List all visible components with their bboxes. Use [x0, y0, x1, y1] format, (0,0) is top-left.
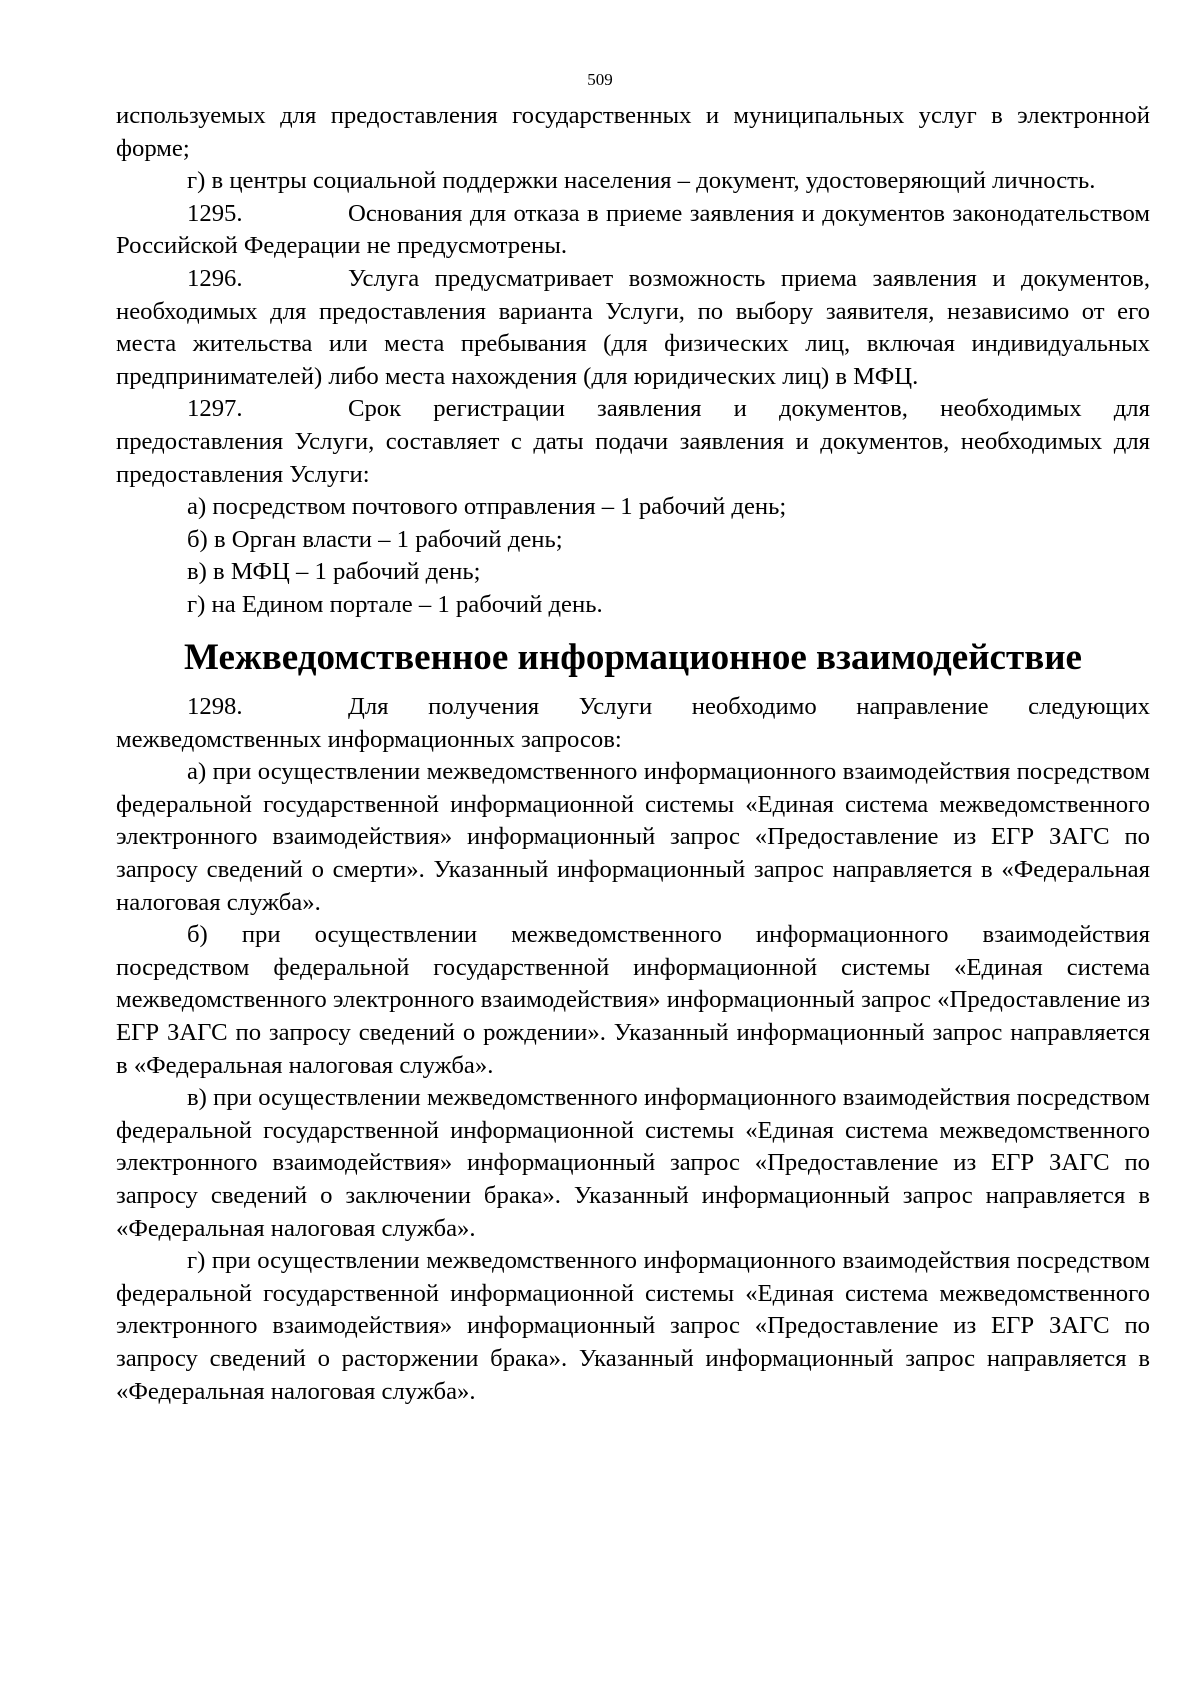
document-body [116, 100, 1150, 1408]
paragraph-1298-a: а) при осуществлении межведомственного информационного взаимодействия посредством федеральной государственной информационной системы «Единая система межведомственного электронного взаимодействия» информационный запрос «Предоставление из ЕГР ЗАГС по запросу сведений о смерти». Указанный информационный запрос направляется в «Федеральная налоговая служба». [116, 758, 1150, 916]
paragraph-1298 [116, 691, 1150, 756]
paragraph-number: 1298. [187, 693, 243, 721]
list-item-a: а) посредством почтового отправления – 1 рабочий день; [187, 493, 787, 521]
paragraph-1296 [116, 263, 1150, 393]
paragraph-number: 1295. [187, 199, 243, 227]
paragraph-continuation: используемых для предоставления государственных и муниципальных услуг в электронной форме; [116, 102, 1150, 162]
list-item-g: г) на Едином портале – 1 рабочий день. [187, 590, 603, 618]
list-item-b: б) в Орган власти – 1 рабочий день; [187, 525, 563, 553]
paragraph-text: Срок регистрации заявления и документов, необходимых для предоставления Услуги, составляет с даты подачи заявления и документов, необходимых для предоставления Услуги: [116, 395, 1150, 488]
paragraph-1298-g: г) при осуществлении межведомственного информационного взаимодействия посредством федеральной государственной информационной системы «Единая система межведомственного электронного взаимодействия» информационный запрос «Предоставление из ЕГР ЗАГС по запросу сведений о расторжении брака». Указанный информационный запрос направляется в «Федеральная налоговая служба». [116, 1247, 1150, 1405]
paragraph-number: 1296. [187, 264, 243, 292]
paragraph-1298-b: б) при осуществлении межведомственного информационного взаимодействия посредством федеральной государственной информационной системы «Единая система межведомственного электронного взаимодействия» информационный запрос «Предоставление из ЕГР ЗАГС по запросу сведений о рождении». Указанный информационный запрос направляется в «Федеральная налоговая служба». [116, 921, 1150, 1079]
paragraph-1295 [116, 198, 1150, 263]
paragraph-item-g-social-centers: г) в центры социальной поддержки населения – документ, удостоверяющий личность. [187, 167, 1096, 195]
page-number: 509 [587, 70, 613, 89]
paragraph-1297 [116, 393, 1150, 491]
paragraph-text: Для получения Услуги необходимо направление следующих межведомственных информационных запросов: [116, 693, 1150, 753]
paragraph-text: Основания для отказа в приеме заявления и документов законодательством Российской Федерации не предусмотрены. [116, 199, 1150, 260]
section-heading: Межведомственное информационное взаимодействие [183, 636, 1082, 678]
paragraph-number: 1297. [187, 395, 243, 423]
paragraph-1298-v: в) при осуществлении межведомственного информационного взаимодействия посредством федеральной государственной информационной системы «Единая система межведомственного электронного взаимодействия» информационный запрос «Предоставление из ЕГР ЗАГС по запросу сведений о заключении брака». Указанный информационный запрос направляется в «Федеральная налоговая служба». [116, 1084, 1150, 1242]
paragraph-text: Услуга предусматривает возможность приема заявления и документов, необходимых для предоставления варианта Услуги, по выбору заявителя, независимо от его места жительства или места пребывания (для физических лиц, включая индивидуальных предпринимателей) либо места нахождения (для юридических лиц) в МФЦ. [116, 264, 1150, 390]
list-item-v: в) в МФЦ – 1 рабочий день; [187, 558, 481, 586]
